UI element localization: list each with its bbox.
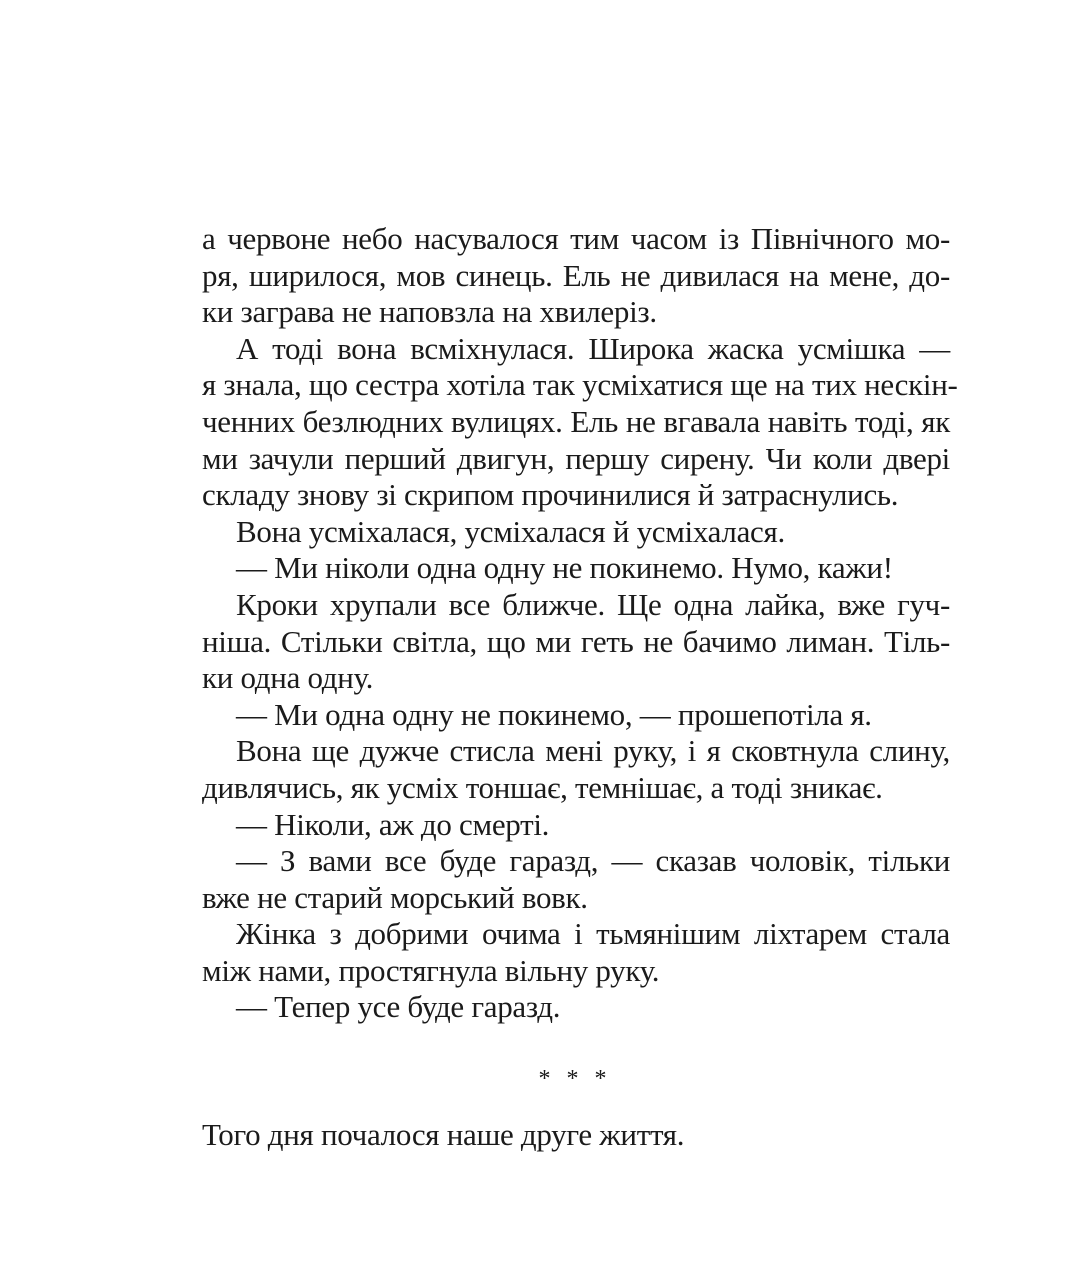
text-line: А тоді вона всміхнулася. Широка жаска усмішка — [236,330,950,366]
text-line: я знала, що сестра хотіла так усміхатися ще на тих нескін- [202,367,958,403]
final-line: Того дня почалося наше друге життя. [202,1117,685,1152]
text-line: — Ми одна одну не покинемо, — прошепотіла я. [236,696,872,732]
text-line: Вона ще дужче стисла мені руку, і я сковтнула слину, [236,733,950,769]
section-separator: * * * [538,1066,612,1092]
text-line: між нами, простягнула вільну руку. [202,952,660,988]
text-line: ніша. Стільки світла, що ми геть не бачимо лиман. Тіль- [202,623,950,659]
text-line: Вона усміхалася, усміхалася й усміхалася. [236,513,785,549]
text-line: дивлячись, як усміх тоншає, темнішає, а тоді зникає. [202,769,883,805]
text-line: ки заграва не наповзла на хвилеріз. [202,294,657,330]
text-line: — Ми ніколи одна одну не покинемо. Нумо, кажи! [236,550,893,586]
text-line: — Ніколи, аж до смерті. [236,806,550,842]
text-line: ря, ширилося, мов синець. Ель не дивилася на мене, до- [202,257,950,293]
body-text [202,221,958,1026]
text-line: Кроки хрупали все ближче. Ще одна лайка, вже гуч- [236,586,950,622]
text-line: ки одна одну. [202,660,374,696]
text-line: — Тепер усе буде гаразд. [236,989,561,1025]
text-line: а червоне небо насувалося тим часом із Північного мо- [202,221,950,256]
text-line: Жінка з добрими очима і тьмянішим ліхтарем стала [236,916,950,952]
text-line: ми зачули перший двигун, першу сирену. Чи коли двері [202,440,950,476]
text-line: ченних безлюдних вулицях. Ель не вгавала навіть тоді, як [202,403,950,439]
text-line: складу знову зі скрипом прочинилися й затраснулись. [202,477,899,513]
text-line: — З вами все буде гаразд, — сказав чоловік, тільки [236,843,950,879]
text-line: вже не старий морський вовк. [202,879,588,915]
